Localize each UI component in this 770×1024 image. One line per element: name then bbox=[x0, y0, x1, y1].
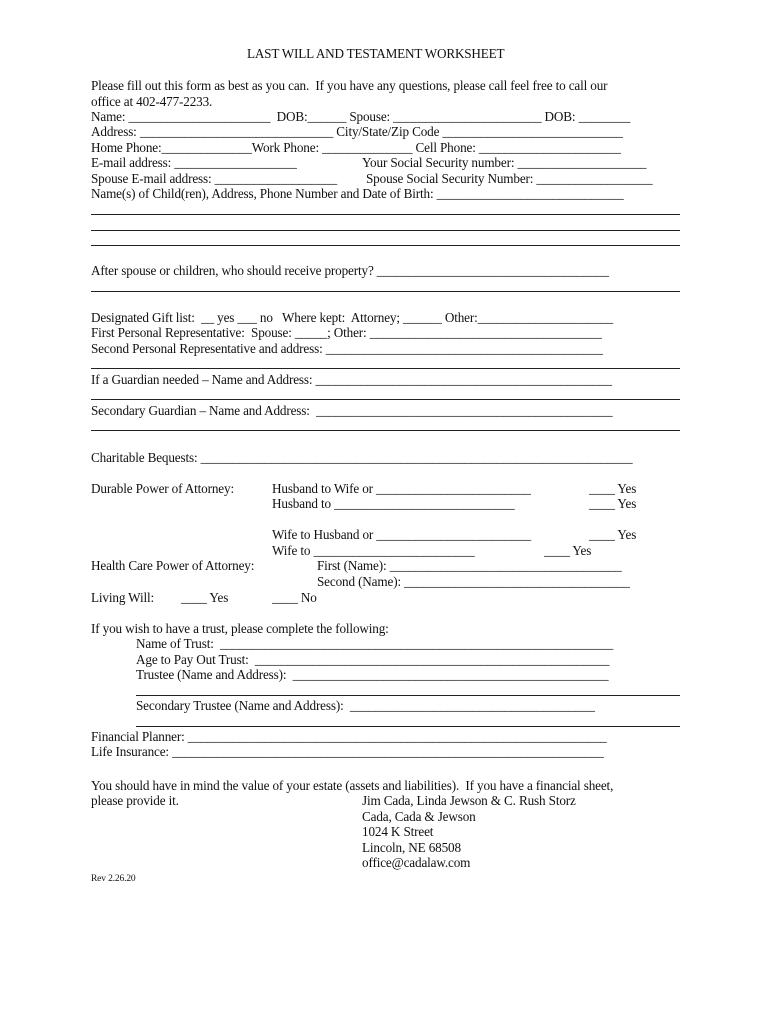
trust-name-field[interactable]: Name of Trust: _____________________________________________________________ bbox=[136, 636, 614, 651]
living-will-label: Living Will: bbox=[91, 590, 154, 605]
children-field[interactable]: Name(s) of Child(ren), Address, Phone Number and Date of Birth: _____________________________ bbox=[91, 186, 624, 201]
secondary-guardian-field[interactable]: Secondary Guardian – Name and Address: ______________________________________________ bbox=[91, 403, 613, 418]
children-line-1[interactable] bbox=[91, 214, 680, 215]
intro-line-2: office at 402-477-2233. bbox=[91, 94, 213, 109]
living-will-yes[interactable]: ____ Yes bbox=[181, 590, 229, 605]
firm-name: Cada, Cada & Jewson bbox=[362, 809, 476, 824]
ssn-field[interactable]: Your Social Security number: ____________________ bbox=[362, 155, 647, 170]
closing-line-1: You should have in mind the value of your estate (assets and liabilities). If you have a financial sheet, bbox=[91, 778, 614, 793]
after-spouse-line-2[interactable] bbox=[91, 291, 680, 292]
guardian-field[interactable]: If a Guardian needed – Name and Address: ______________________________________________ bbox=[91, 372, 612, 387]
firm-city: Lincoln, NE 68508 bbox=[362, 840, 461, 855]
durable-poa-label: Durable Power of Attorney: bbox=[91, 481, 234, 496]
spouse-email-field[interactable]: Spouse E-mail address: ___________________ bbox=[91, 171, 338, 186]
children-line-2[interactable] bbox=[91, 230, 680, 231]
firm-attorneys: Jim Cada, Linda Jewson & C. Rush Storz bbox=[362, 793, 576, 808]
email-field[interactable]: E-mail address: ___________________ bbox=[91, 155, 297, 170]
address-field[interactable]: Address: ______________________________ City/State/Zip Code ____________________________ bbox=[91, 124, 623, 139]
husband-to-field[interactable]: Husband to ____________________________ bbox=[272, 496, 515, 511]
secondary-trustee-field[interactable]: Secondary Trustee (Name and Address): ______________________________________ bbox=[136, 698, 595, 713]
living-will-no[interactable]: ____ No bbox=[272, 590, 317, 605]
closing-line-2: please provide it. bbox=[91, 793, 179, 808]
gift-list-field[interactable]: Designated Gift list: __ yes ___ no Where kept: Attorney; ______ Other:_____________________ bbox=[91, 310, 613, 325]
trustee-field[interactable]: Trustee (Name and Address): _________________________________________________ bbox=[136, 667, 609, 682]
financial-planner-field[interactable]: Financial Planner: _________________________________________________________________ bbox=[91, 729, 607, 744]
health-care-first-field[interactable]: First (Name): ____________________________________ bbox=[317, 558, 622, 573]
trust-age-field[interactable]: Age to Pay Out Trust: _______________________________________________________ bbox=[136, 652, 610, 667]
husband-to-yes[interactable]: ____ Yes bbox=[589, 496, 637, 511]
wife-to-yes[interactable]: ____ Yes bbox=[544, 543, 592, 558]
first-rep-field[interactable]: First Personal Representative: Spouse: _____; Other: ____________________________________ bbox=[91, 325, 602, 340]
secondary-guardian-line-2[interactable] bbox=[91, 430, 680, 431]
revision-label: Rev 2.26.20 bbox=[91, 874, 136, 884]
name-dob-field[interactable]: Name: ______________________ DOB:______ Spouse: _______________________ DOB: ________ bbox=[91, 109, 631, 124]
wife-to-field[interactable]: Wife to _________________________ bbox=[272, 543, 475, 558]
page-title: LAST WILL AND TESTAMENT WORKSHEET bbox=[247, 46, 505, 61]
wife-to-husband-field[interactable]: Wife to Husband or ________________________ bbox=[272, 527, 531, 542]
secondary-trustee-line-2[interactable] bbox=[136, 726, 680, 727]
intro-line-1: Please fill out this form as best as you can. If you have any questions, please call feel free to call our bbox=[91, 78, 608, 93]
after-spouse-field[interactable]: After spouse or children, who should receive property? ____________________________________ bbox=[91, 263, 609, 278]
trust-intro: If you wish to have a trust, please complete the following: bbox=[91, 621, 389, 636]
charitable-field[interactable]: Charitable Bequests: ___________________________________________________________________ bbox=[91, 450, 633, 465]
second-rep-line-2[interactable] bbox=[91, 368, 680, 369]
phone-fields[interactable]: Home Phone:______________Work Phone: ______________ Cell Phone: ______________________ bbox=[91, 140, 621, 155]
health-care-second-field[interactable]: Second (Name): ___________________________________ bbox=[317, 574, 630, 589]
wife-to-husband-yes[interactable]: ____ Yes bbox=[589, 527, 637, 542]
children-line-3[interactable] bbox=[91, 245, 680, 246]
spouse-ssn-field[interactable]: Spouse Social Security Number: __________________ bbox=[366, 171, 653, 186]
husband-to-wife-yes[interactable]: ____ Yes bbox=[589, 481, 637, 496]
trustee-line-2[interactable] bbox=[136, 695, 680, 696]
health-care-poa-label: Health Care Power of Attorney: bbox=[91, 558, 255, 573]
guardian-line-2[interactable] bbox=[91, 399, 680, 400]
second-rep-field[interactable]: Second Personal Representative and address: ___________________________________________ bbox=[91, 341, 603, 356]
firm-email: office@cadalaw.com bbox=[362, 855, 471, 870]
husband-to-wife-field[interactable]: Husband to Wife or ________________________ bbox=[272, 481, 531, 496]
firm-street: 1024 K Street bbox=[362, 824, 434, 839]
life-insurance-field[interactable]: Life Insurance: ___________________________________________________________________ bbox=[91, 744, 604, 759]
